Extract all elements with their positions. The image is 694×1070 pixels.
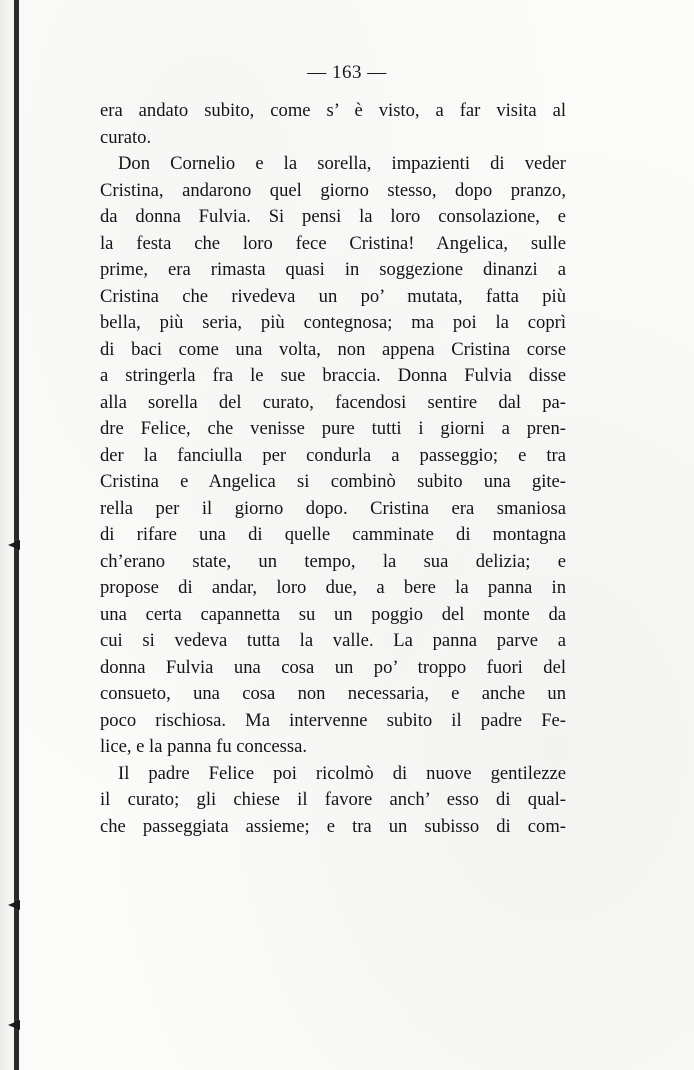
text-line: il curato; gli chiese il favore anch’ esso di qual-	[100, 789, 566, 810]
text-line: rella per il giorno dopo. Cristina era smaniosa	[100, 497, 566, 519]
text-line: prime, era rimasta quasi in soggezione dinanzi a	[100, 259, 566, 280]
text-line: Cristina e Angelica si combinò subito una gite-	[100, 471, 566, 492]
text-line: bella, più seria, più contegnosa; ma poi la coprì	[100, 312, 566, 333]
text-line: propose di andar, loro due, a bere la panna in	[100, 577, 566, 598]
text-line: Il padre Felice poi ricolmò di nuove gentilezze	[118, 762, 566, 784]
text-line: curato.	[100, 126, 152, 148]
text-line: dre Felice, che venisse pure tutti i giorni a pren-	[100, 418, 566, 439]
text-line: era andato subito, come s’ è visto, a far visita al	[100, 100, 566, 121]
text-line: alla sorella del curato, facendosi sentire dal pa-	[100, 391, 566, 413]
binding-line	[14, 0, 19, 1070]
text-line: Don Cornelio e la sorella, impazienti di veder	[118, 153, 566, 174]
text-line: Cristina, andarono quel giorno stesso, dopo pranzo,	[100, 179, 566, 201]
text-line: der la fanciulla per condurla a passeggio; e tra	[100, 444, 566, 466]
text-line: lice, e la panna fu concessa.	[100, 736, 308, 757]
text-line: poco rischiosa. Ma intervenne subito il padre Fe-	[100, 709, 566, 731]
text-line: cui si vedeva tutta la valle. La panna parve a	[100, 630, 566, 651]
text-line: di rifare una di quelle camminate di montagna	[100, 524, 566, 545]
text-line: Cristina che rivedeva un po’ mutata, fatta più	[100, 285, 566, 307]
text-line: di baci come una volta, non appena Cristina corse	[100, 338, 566, 360]
text-line: una certa capannetta su un poggio del monte da	[100, 603, 566, 625]
body-text	[100, 98, 566, 840]
text-line: donna Fulvia una cosa un po’ troppo fuori del	[100, 656, 566, 678]
text-line: consueto, una cosa non necessaria, e anche un	[100, 683, 566, 704]
text-line: da donna Fulvia. Si pensi la loro consolazione, e	[100, 206, 566, 227]
text-line: ch’erano state, un tempo, la sua delizia; e	[100, 550, 566, 572]
text-line: che passeggiata assieme; e tra un subisso di com-	[100, 815, 566, 837]
page-number: — 163 —	[307, 62, 387, 83]
text-line: a stringerla fra le sue braccia. Donna Fulvia disse	[100, 365, 566, 386]
text-line: la festa che loro fece Cristina! Angelica, sulle	[100, 232, 566, 254]
